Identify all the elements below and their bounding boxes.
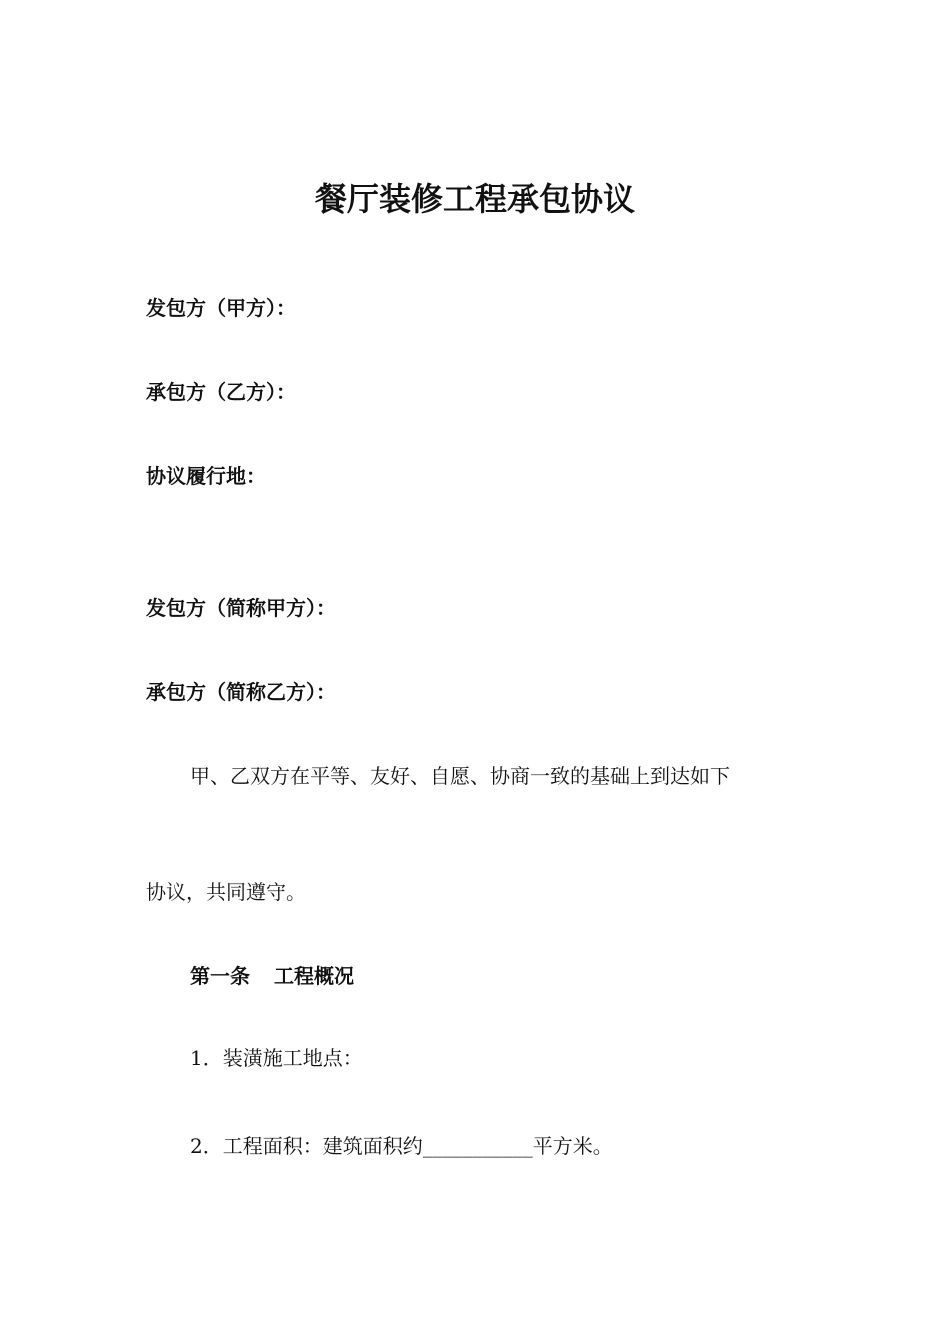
article-1-title: 工程概况	[274, 964, 354, 988]
document-title: 餐厅装修工程承包协议	[314, 180, 635, 218]
article-1-item-2: 2．工程面积：建筑面积约___________平方米。	[190, 1134, 613, 1158]
employer-short-field: 发包方（简称甲方）：	[146, 596, 336, 620]
intro-line-2: 协议，共同遵守。	[146, 880, 306, 904]
article-1-heading	[190, 964, 354, 988]
place-field: 协议履行地：	[146, 464, 266, 488]
employer-field: 发包方（甲方）：	[146, 296, 296, 320]
contractor-field: 承包方（乙方）：	[146, 380, 296, 404]
contractor-short-field: 承包方（简称乙方）：	[146, 680, 336, 704]
article-1-number: 第一条	[190, 964, 250, 988]
intro-line-1: 甲、乙双方在平等、友好、自愿、协商一致的基础上到达如下	[190, 764, 730, 788]
article-1-item-1: 1．装潢施工地点：	[190, 1046, 363, 1070]
